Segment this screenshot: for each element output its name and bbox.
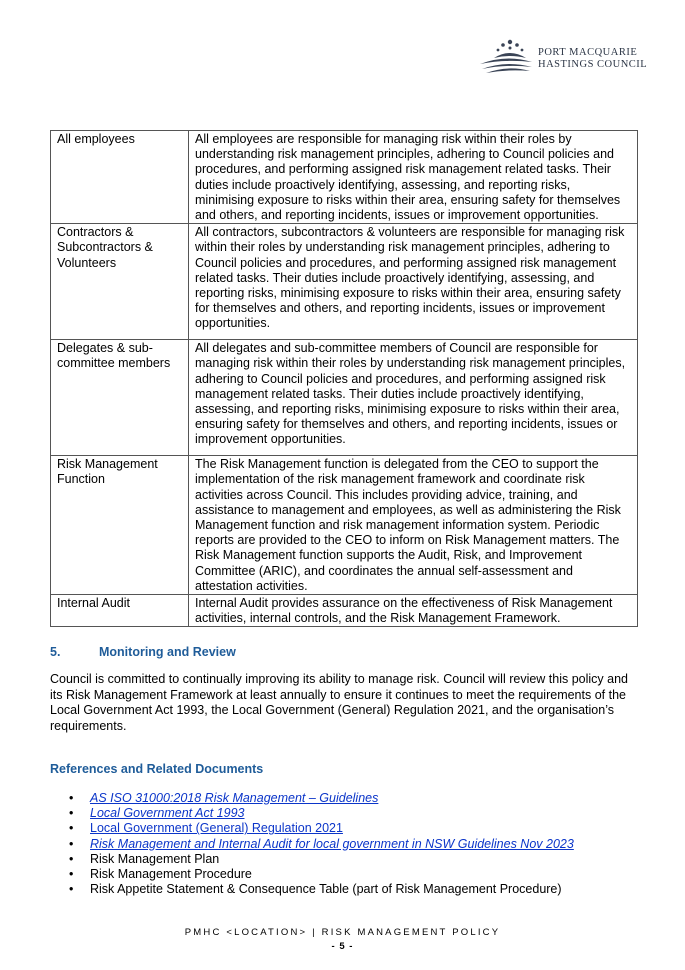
council-name-line2: HASTINGS COUNCIL [538, 59, 648, 70]
description-cell: All contractors, subcontractors & volunteers are responsible for managing risk within their roles by understanding risk management principles, adhering to Council policies and procedures, and performing assigned risk management related tasks. Their duties include proactively identifying, assessing, and reporting risks, minimising exposure to risks within their area, ensuring safety for themselves and others, and reporting incidents, issues or improvement opportunities. [189, 224, 638, 340]
bullet-icon: • [69, 806, 74, 821]
reference-link-nsw-guidelines[interactable]: Risk Management and Internal Audit for local government in NSW Guidelines Nov 2023 [90, 836, 574, 851]
page-number: - 5 - [331, 941, 354, 952]
list-item [50, 882, 574, 897]
section-number: 5. [50, 645, 61, 659]
reference-link-regulation-2021[interactable]: Local Government (General) Regulation 2021 [90, 821, 343, 836]
role-cell: Internal Audit [51, 595, 189, 627]
responsibilities-table [50, 130, 638, 627]
list-item [50, 852, 574, 867]
footer-title: PMHC <LOCATION> | RISK MANAGEMENT POLICY [184, 927, 501, 938]
bullet-icon: • [69, 821, 74, 836]
list-item [50, 837, 574, 852]
role-cell: Contractors & Subcontractors & Volunteers [51, 224, 189, 340]
references-list [50, 791, 574, 897]
description-cell: All employees are responsible for managing risk within their roles by understanding risk management principles, adhering to Council policies and procedures, and performing assigned risk management related tasks. Their duties include proactively identifying, assessing, and reporting risks, minimising exposure to risks within their area, ensuring safety for themselves and others, and reporting incidents, issues or improvement opportunities. [189, 131, 638, 224]
reference-link-as-iso-31000[interactable]: AS ISO 31000:2018 Risk Management – Guidelines [90, 791, 379, 805]
role-cell: Risk Management Function [51, 456, 189, 595]
table-row [51, 595, 638, 627]
table-row [51, 131, 638, 224]
bullet-icon: • [69, 851, 74, 866]
table-row [51, 224, 638, 340]
table-row [51, 340, 638, 456]
bullet-icon: • [69, 882, 74, 897]
list-item [50, 806, 574, 821]
description-cell: Internal Audit provides assurance on the effectiveness of Risk Management activities, internal controls, and the Risk Management Framework. [189, 595, 638, 627]
council-logo-mark-icon [476, 38, 534, 76]
references-heading: References and Related Documents [50, 762, 264, 776]
list-item [50, 867, 574, 882]
council-name [538, 47, 647, 71]
bullet-icon: • [69, 867, 74, 882]
reference-text: Risk Management Plan [90, 851, 220, 866]
reference-text: Risk Appetite Statement & Consequence Table (part of Risk Management Procedure) [90, 882, 562, 897]
list-item [50, 821, 574, 836]
bullet-icon: • [69, 836, 74, 851]
bullet-icon: • [69, 791, 74, 805]
description-cell: The Risk Management function is delegated from the CEO to support the implementation of the risk management framework and coordinate risk activities across Council. This includes providing advice, training, and assistance to management and employees, as well as administering the Risk Management function and risk management information system. Periodic reports are provided to the CEO to inform on Risk Management matters. The Risk Management function supports the Audit, Risk, and Improvement Committee (ARIC), and coordinates the annual self-assessment and attestation activities. [189, 456, 638, 595]
role-cell: All employees [51, 131, 189, 224]
page-footer [0, 926, 685, 954]
reference-text: Risk Management Procedure [90, 867, 252, 882]
table-row [51, 456, 638, 595]
section-title: Monitoring and Review [99, 645, 236, 659]
role-cell: Delegates & sub-committee members [51, 340, 189, 456]
section-heading [50, 645, 236, 660]
list-item [50, 791, 574, 806]
council-name-line1: PORT MACQUARIE [538, 47, 638, 58]
description-cell: All delegates and sub-committee members of Council are responsible for managing risk within their roles by understanding risk management principles, adhering to Council policies and procedures, and performing assigned risk management related tasks. Their duties include proactively identifying, assessing, and reporting risks, minimising exposure to risks within their area, ensuring safety for themselves and others, and reporting incidents, issues or improvement opportunities. [189, 340, 638, 456]
section-body: Council is committed to continually improving its ability to manage risk. Council will review this policy and its Risk Management Framework at least annually to ensure it continues to meet the requirements of the Local Government Act 1993, the Local Government (General) Regulation 2021, and the organisation’s requirements. [50, 672, 629, 733]
reference-link-local-government-act[interactable]: Local Government Act 1993 [90, 806, 245, 821]
council-logo [476, 38, 647, 76]
